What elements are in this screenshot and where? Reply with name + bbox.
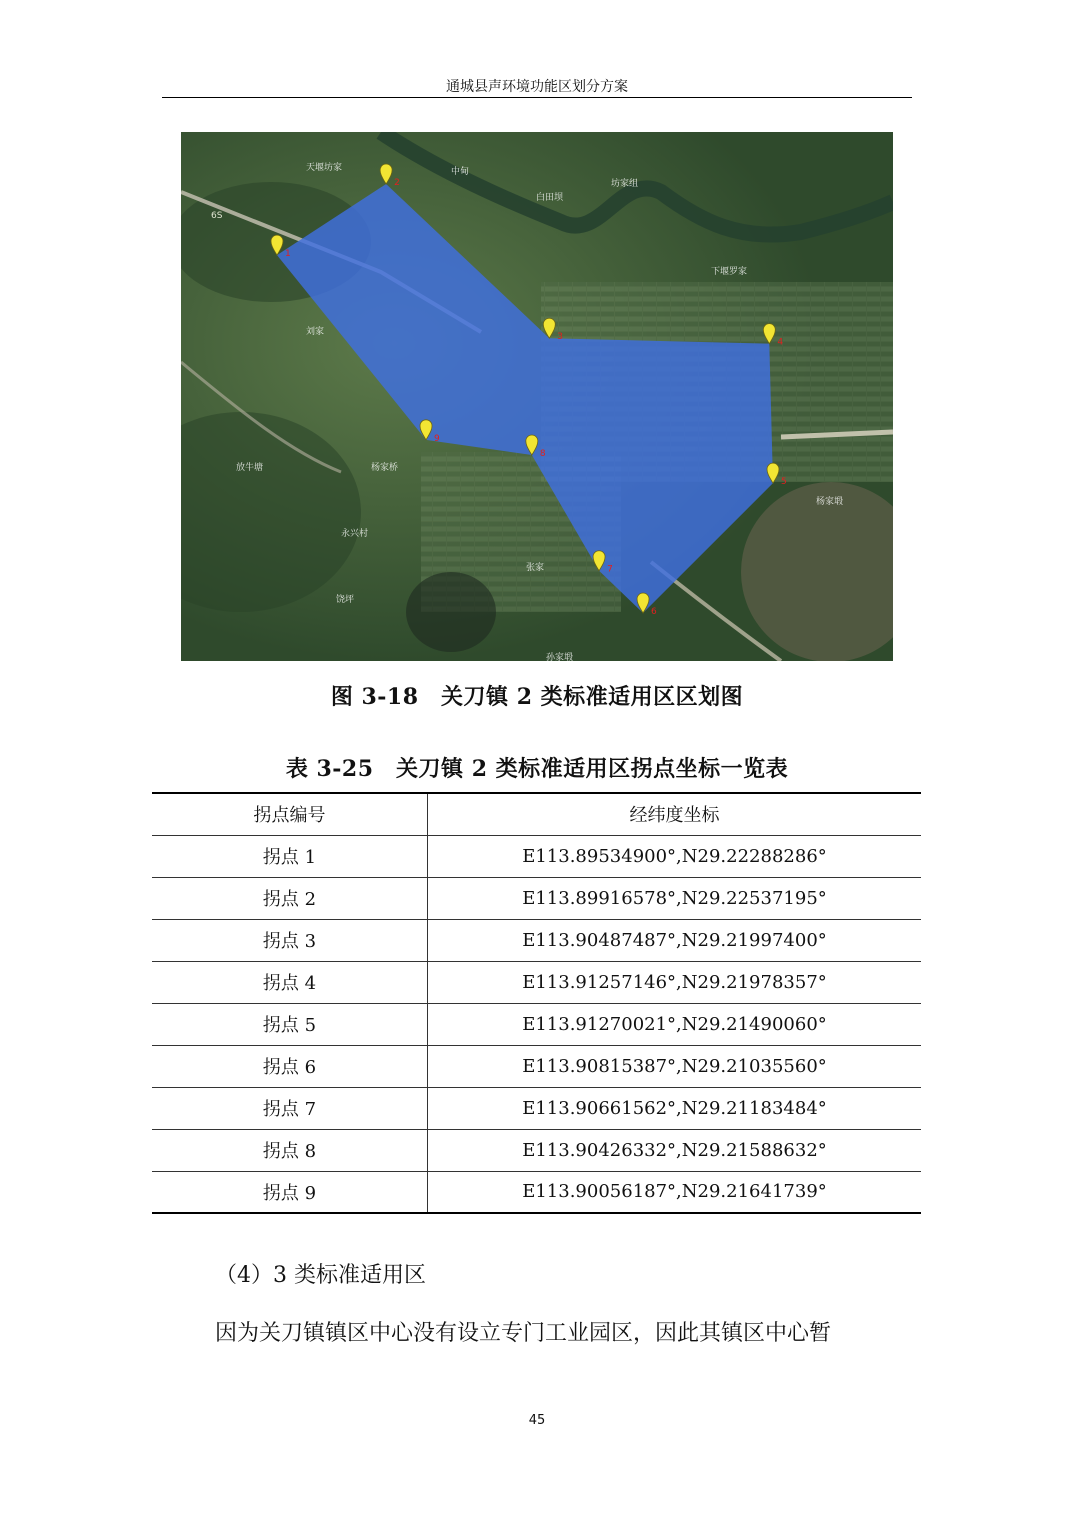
cell-id: 拐点 7 [152, 1087, 428, 1129]
table-row [152, 1171, 921, 1213]
table-row [152, 961, 921, 1003]
coordinate-table [152, 792, 921, 1214]
figure-caption: 图 3-18 关刀镇 2 类标准适用区区划图 [330, 684, 744, 710]
map-pin-label: 7 [607, 564, 613, 575]
table-row [152, 1129, 921, 1171]
table-header-coord: 经纬度坐标 [629, 805, 720, 827]
map-pin-label: 5 [781, 477, 787, 488]
cell-id: 拐点 6 [152, 1045, 428, 1087]
table-row [152, 1045, 921, 1087]
table-row [152, 877, 921, 919]
page-header: 通城县声环境功能区划分方案 [446, 79, 628, 95]
map-label: 张家 [526, 563, 545, 573]
cell-id: 拐点 8 [152, 1129, 428, 1171]
map-pin-label: 4 [777, 337, 784, 348]
table-header-row [152, 793, 921, 835]
map-label: 下堰罗家 [711, 267, 748, 277]
cell-id: 拐点 9 [152, 1171, 428, 1213]
map-label: 刘家 [306, 327, 325, 337]
map-svg [181, 132, 893, 661]
cell-coord: E113.91270021°,N29.21490060° [522, 1013, 827, 1035]
table-row [152, 835, 921, 877]
map-pin-label: 3 [557, 332, 564, 343]
cell-coord: E113.90815387°,N29.21035560° [522, 1055, 827, 1077]
cloud-shadow [406, 572, 496, 652]
header-rule [162, 97, 912, 98]
map-label: 孙家塅 [546, 653, 574, 661]
map-label: 中甸 [451, 167, 470, 177]
map-label: 杨家桥 [371, 463, 399, 473]
table-caption: 表 3-25 关刀镇 2 类标准适用区拐点坐标一览表 [285, 756, 789, 782]
section-heading: （4）3 类标准适用区 [215, 1263, 426, 1288]
map-pin-label: 9 [434, 433, 440, 444]
map-label: 坊家组 [611, 179, 639, 189]
page-number: 45 [528, 1413, 546, 1428]
table-row [152, 1003, 921, 1045]
map-label: 杨家塅 [816, 497, 844, 507]
map-label: 永兴村 [341, 529, 369, 539]
cell-coord: E113.91257146°,N29.21978357° [522, 971, 827, 993]
cell-id: 拐点 2 [152, 877, 428, 919]
cell-coord: E113.90056187°,N29.21641739° [522, 1181, 827, 1203]
map-label: 天堰坊家 [306, 163, 343, 173]
map-pin-label: 8 [539, 448, 546, 459]
map-label: 6S [211, 211, 223, 221]
map-label: 放牛塘 [236, 463, 264, 473]
cell-coord: E113.89916578°,N29.22537195° [522, 887, 827, 909]
map-pin-label: 2 [394, 178, 400, 188]
table-row [152, 1087, 921, 1129]
map-label: 白田坝 [536, 193, 564, 203]
map-label: 饶坪 [336, 595, 355, 605]
cell-id: 拐点 3 [152, 919, 428, 961]
table-header-id: 拐点编号 [152, 793, 428, 835]
cell-coord: E113.89534900°,N29.22288286° [522, 845, 827, 867]
cell-coord: E113.90426332°,N29.21588632° [522, 1139, 827, 1161]
satellite-map [181, 132, 893, 661]
body-paragraph: 因为关刀镇镇区中心没有设立专门工业园区，因此其镇区中心暂 [215, 1321, 832, 1346]
cell-id: 拐点 1 [152, 835, 428, 877]
map-pin-label: 6 [651, 607, 657, 617]
cell-coord: E113.90661562°,N29.21183484° [522, 1097, 827, 1119]
cell-id: 拐点 5 [152, 1003, 428, 1045]
cell-id: 拐点 4 [152, 961, 428, 1003]
cell-coord: E113.90487487°,N29.21997400° [522, 929, 827, 951]
map-pin-label: 1 [285, 249, 291, 260]
table-row [152, 919, 921, 961]
